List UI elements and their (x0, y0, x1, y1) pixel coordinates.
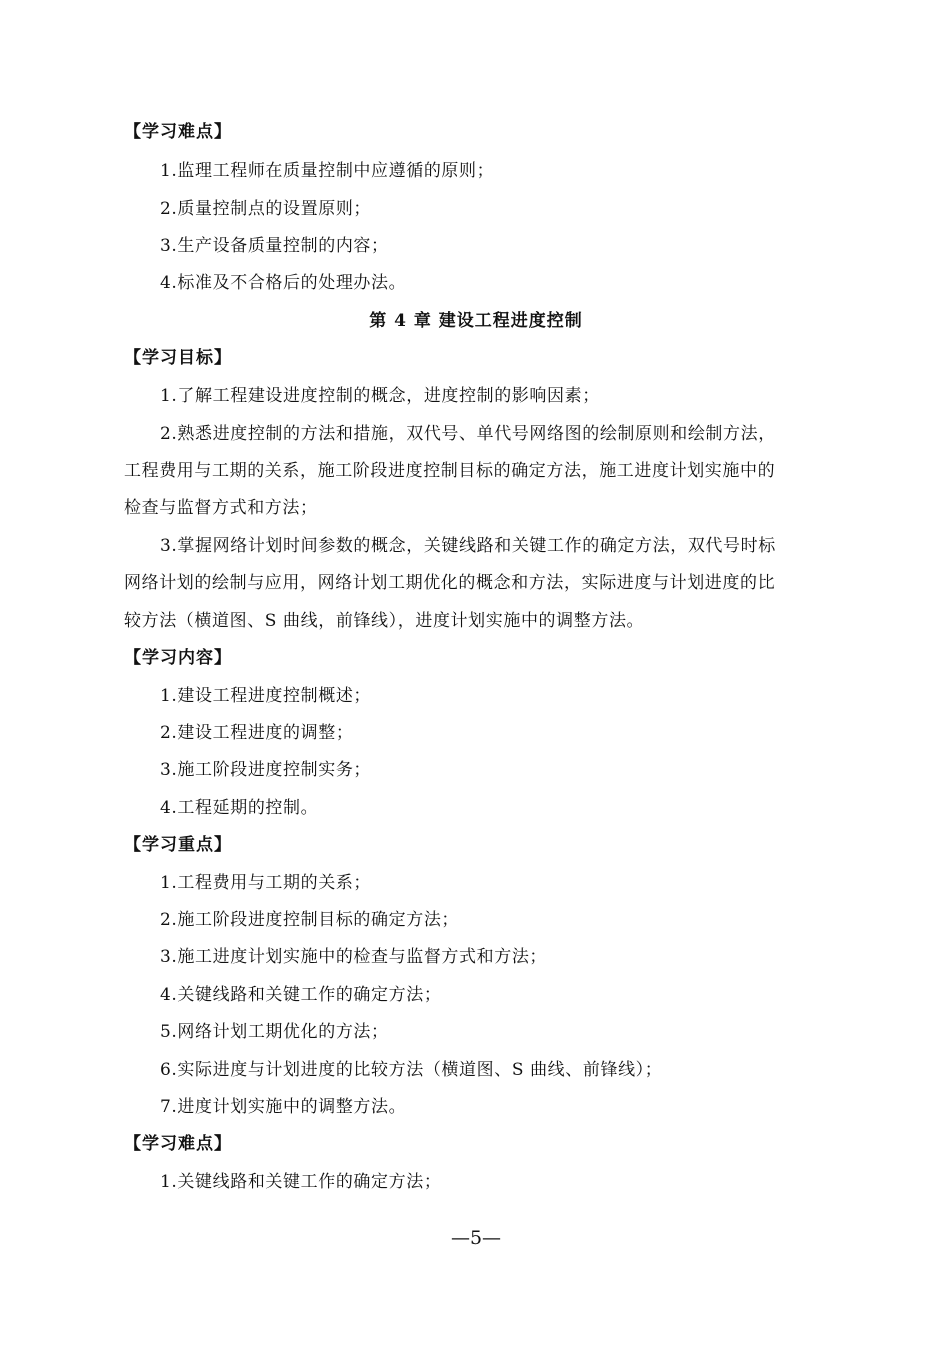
list-item: 4.关键线路和关键工作的确定方法； (160, 985, 442, 1005)
list-item: 3.施工进度计划实施中的检查与监督方式和方法； (160, 947, 548, 967)
paragraph-line: 网络计划的绘制与应用，网络计划工期优化的概念和方法，实际进度与计划进度的比 (124, 573, 776, 593)
list-item: 3.生产设备质量控制的内容； (160, 236, 389, 256)
list-item: 5.网络计划工期优化的方法； (160, 1022, 389, 1042)
paragraph-line: 3.掌握网络计划时间参数的概念，关键线路和关键工作的确定方法，双代号时标 (160, 536, 776, 556)
paragraph-line: 较方法（横道图、S 曲线，前锋线），进度计划实施中的调整方法。 (124, 611, 645, 631)
list-item: 1.建设工程进度控制概述； (160, 686, 372, 706)
list-item: 2.建设工程进度的调整； (160, 723, 354, 743)
list-item: 4.标准及不合格后的处理办法。 (160, 273, 407, 293)
section-heading-key-points: 【学习重点】 (124, 835, 232, 855)
chapter-title: 第 4 章 建设工程进度控制 (369, 311, 583, 331)
list-item: 2.施工阶段进度控制目标的确定方法； (160, 910, 460, 930)
section-heading-difficulty: 【学习难点】 (124, 122, 232, 142)
list-item: 1.工程费用与工期的关系； (160, 873, 372, 893)
list-item: 6.实际进度与计划进度的比较方法（横道图、S 曲线、前锋线）； (160, 1060, 663, 1080)
list-item: 3.施工阶段进度控制实务； (160, 760, 372, 780)
page-number: —5— (450, 1227, 502, 1249)
list-item: 1.监理工程师在质量控制中应遵循的原则； (160, 161, 495, 181)
section-heading-objectives: 【学习目标】 (124, 348, 232, 368)
section-heading-content: 【学习内容】 (124, 648, 232, 668)
paragraph-line: 检查与监督方式和方法； (124, 498, 318, 518)
paragraph-line: 工程费用与工期的关系，施工阶段进度控制目标的确定方法，施工进度计划实施中的 (124, 461, 776, 481)
list-item: 2.质量控制点的设置原则； (160, 199, 372, 219)
section-heading-difficulty: 【学习难点】 (124, 1134, 232, 1154)
paragraph-line: 1.了解工程建设进度控制的概念，进度控制的影响因素； (160, 386, 600, 406)
list-item: 7.进度计划实施中的调整方法。 (160, 1097, 407, 1117)
list-item: 4.工程延期的控制。 (160, 798, 319, 818)
list-item: 1.关键线路和关键工作的确定方法； (160, 1172, 442, 1192)
paragraph-line: 2.熟悉进度控制的方法和措施，双代号、单代号网络图的绘制原则和绘制方法， (160, 424, 776, 444)
